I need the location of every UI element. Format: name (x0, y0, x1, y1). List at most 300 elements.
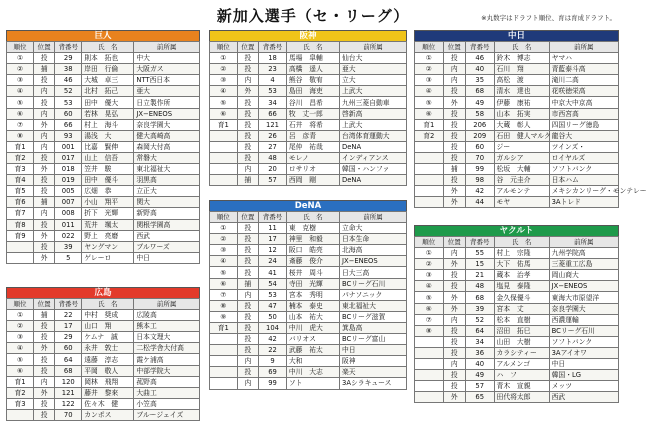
cell-former-team: 東北福祉大 (340, 300, 407, 311)
cell-pos: 投 (443, 347, 465, 358)
cell-number: 36 (465, 347, 494, 358)
cell-former-team: 韓国・ハンファ (340, 164, 407, 175)
cell-rank (210, 175, 238, 186)
team-header: 広島 (6, 287, 200, 298)
cell-number: 24 (259, 256, 287, 267)
cell-number: 12 (259, 245, 287, 256)
cell-pos: 捕 (443, 164, 465, 175)
cell-number: 21 (465, 270, 494, 281)
cell-name: 中川 大志 (286, 367, 339, 378)
cell-former-team: 菰野高 (134, 376, 200, 387)
cell-former-team: インディアンス (340, 152, 407, 163)
cell-name: 斎藤 俊介 (286, 256, 339, 267)
cell-former-team: 日大三高 (340, 267, 407, 278)
column-header-pos: 位置 (237, 42, 259, 53)
cell-rank: 育7 (7, 208, 34, 219)
cell-former-team: 3Aトレド (549, 197, 618, 208)
cell-name: 呂 彦青 (286, 130, 339, 141)
table-row (415, 281, 619, 292)
cell-rank: ④ (7, 343, 34, 354)
cell-number: 38 (55, 64, 82, 75)
cell-rank: ⑤ (415, 97, 444, 108)
cell-pos: 外 (34, 230, 55, 241)
cell-former-team: 中大 (134, 53, 200, 64)
cell-former-team: 啓新高 (340, 108, 407, 119)
cell-pos: 捕 (237, 175, 259, 186)
cell-pos: 投 (34, 53, 55, 64)
cell-rank: ① (210, 53, 238, 64)
cell-pos: 投 (34, 186, 55, 197)
table-row (210, 234, 407, 245)
cell-pos: 投 (443, 130, 465, 141)
table-row (415, 152, 619, 163)
column-header-pos: 位置 (443, 42, 465, 53)
team-panel-swallows (414, 225, 619, 403)
cell-name: 岸田 行倫 (82, 64, 134, 75)
cell-number: 209 (465, 130, 494, 141)
cell-former-team: 立命大 (340, 223, 407, 234)
cell-former-team: 広陵高 (134, 310, 200, 321)
cell-pos: 投 (443, 370, 465, 381)
cell-pos: 投 (443, 381, 465, 392)
cell-name: 伊藤 康祐 (494, 97, 549, 108)
cell-name: 北村 拓己 (82, 86, 134, 97)
cell-pos: 投 (237, 97, 259, 108)
team-panel-giants (6, 30, 200, 264)
cell-name: 高橋 遥人 (286, 64, 339, 75)
cell-pos: 投 (34, 175, 55, 186)
cell-former-team: 奈良学園大 (134, 119, 200, 130)
table-row (415, 259, 619, 270)
column-header-rank: 順位 (7, 42, 34, 53)
cell-number: 42 (259, 334, 287, 345)
cell-number: 93 (55, 130, 82, 141)
cell-name: 平岡 敬人 (82, 365, 134, 376)
cell-former-team: BCリーグ石川 (549, 325, 618, 336)
cell-former-team: 森岡大付高 (134, 141, 200, 152)
team-header: ヤクルト (414, 225, 619, 236)
cell-name: 田代将太郎 (494, 392, 549, 403)
table-row (210, 378, 407, 389)
column-header-row (7, 299, 200, 310)
cell-number: 39 (55, 241, 82, 252)
cell-rank: 育8 (7, 219, 34, 230)
cell-pos: 内 (237, 356, 259, 367)
cell-pos: 投 (443, 152, 465, 163)
cell-rank: ③ (210, 245, 238, 256)
cell-pos: 外 (443, 186, 465, 197)
team-panel-carp (6, 287, 200, 421)
cell-former-team: JX−ENEOS (340, 256, 407, 267)
cell-number: 122 (55, 398, 82, 409)
cell-pos: 投 (34, 241, 55, 252)
table-row (415, 325, 619, 336)
cell-name: ケムナ 誠 (82, 332, 134, 343)
cell-name: 山田 大樹 (494, 336, 549, 347)
cell-rank: ⑧ (210, 300, 238, 311)
cell-former-team: JX−ENEOS (134, 108, 200, 119)
cell-name: 鈴木 博志 (494, 53, 549, 64)
cell-pos: 投 (237, 300, 259, 311)
table-row (7, 365, 200, 376)
cell-pos: 投 (443, 175, 465, 186)
cell-pos: 投 (34, 409, 55, 420)
cell-number: 206 (465, 119, 494, 130)
cell-name: 牧 丈一郎 (286, 108, 339, 119)
cell-number: 27 (259, 141, 287, 152)
table-row (7, 241, 200, 252)
cell-rank: ⑦ (415, 314, 444, 325)
cell-rank (415, 197, 444, 208)
cell-pos: 投 (237, 256, 259, 267)
cell-former-team: 阪神 (340, 356, 407, 367)
cell-former-team: NTT西日本 (134, 75, 200, 86)
cell-name: ソト (286, 378, 339, 389)
cell-name: 石井 将希 (286, 119, 339, 130)
column-header-rank: 順位 (210, 42, 238, 53)
cell-pos: 外 (443, 292, 465, 303)
cell-name: カラシティー (494, 347, 549, 358)
cell-name: 青木 宣親 (494, 381, 549, 392)
table-row (7, 310, 200, 321)
cell-former-team: 韓国・LG (549, 370, 618, 381)
cell-rank: 育5 (7, 186, 34, 197)
cell-number: 22 (55, 310, 82, 321)
table-row (415, 359, 619, 370)
cell-rank: ④ (415, 86, 444, 97)
cell-number: 18 (259, 53, 287, 64)
cell-rank (210, 356, 238, 367)
cell-name: 松本 直樹 (494, 314, 549, 325)
cell-pos: 外 (34, 252, 55, 263)
cell-former-team: 四国リーグ徳島 (549, 119, 618, 130)
cell-former-team: ソフトバンク (549, 336, 618, 347)
cell-number: 46 (465, 53, 494, 64)
cell-name: 西岡 剛 (286, 175, 339, 186)
team-panel-dragons (414, 30, 647, 208)
cell-pos: 捕 (34, 310, 55, 321)
cell-rank (210, 152, 238, 163)
column-header-pos: 位置 (34, 42, 55, 53)
cell-pos: 投 (237, 245, 259, 256)
cell-name: 宮本 秀明 (286, 289, 339, 300)
cell-number: 34 (465, 336, 494, 347)
cell-number: 018 (55, 164, 82, 175)
column-header-name: 氏 名 (286, 42, 339, 53)
column-header-rank: 順位 (7, 299, 34, 310)
column-header-former-team: 前所属 (340, 42, 407, 53)
cell-rank: ⑥ (7, 108, 34, 119)
cell-former-team: ヤマハ (549, 53, 618, 64)
cell-pos: 外 (34, 119, 55, 130)
cell-number: 29 (55, 53, 82, 64)
cell-number: 60 (55, 108, 82, 119)
cell-pos: 投 (237, 322, 259, 333)
column-header-number: 背番号 (259, 42, 287, 53)
cell-name: 東 克樹 (286, 223, 339, 234)
table-row (210, 334, 407, 345)
cell-number: 58 (465, 108, 494, 119)
cell-name: 馬場 皐輔 (286, 53, 339, 64)
cell-pos: 投 (237, 234, 259, 245)
cell-number: 60 (55, 343, 82, 354)
cell-number: 48 (465, 281, 494, 292)
cell-former-team: ブルワーズ (134, 241, 200, 252)
cell-number: 65 (465, 392, 494, 403)
cell-rank: ④ (415, 281, 444, 292)
cell-name: 尾仲 祐哉 (286, 141, 339, 152)
cell-number: 20 (259, 164, 287, 175)
cell-pos: 内 (237, 378, 259, 389)
cell-rank: 育4 (7, 175, 34, 186)
cell-rank: ① (210, 223, 238, 234)
table-row (415, 175, 619, 186)
table-row (210, 141, 407, 152)
table-row (7, 343, 200, 354)
table-row (415, 141, 619, 152)
cell-number: 40 (465, 64, 494, 75)
cell-rank: ⑦ (210, 289, 238, 300)
cell-former-team: 熊本工 (134, 321, 200, 332)
cell-name: ヤングマン (82, 241, 134, 252)
cell-rank: ① (415, 248, 444, 259)
cell-rank: ④ (210, 256, 238, 267)
cell-pos: 捕 (34, 64, 55, 75)
cell-pos: 内 (443, 75, 465, 86)
table-row (7, 86, 200, 97)
cell-name: 寺田 光輝 (286, 278, 339, 289)
table-row (415, 64, 619, 75)
cell-rank: ⑨ (210, 311, 238, 322)
table-row (210, 322, 407, 333)
cell-number: 47 (259, 300, 287, 311)
cell-number: 46 (55, 75, 82, 86)
table-row (210, 164, 407, 175)
cell-name: 佐々木 健 (82, 398, 134, 409)
cell-name: 山上 信吾 (82, 152, 134, 163)
column-header-pos: 位置 (443, 237, 465, 248)
cell-rank: ⑥ (415, 108, 444, 119)
table-row (210, 223, 407, 234)
cell-number: 64 (55, 354, 82, 365)
cell-former-team: 健大高崎高 (134, 130, 200, 141)
cell-rank (415, 359, 444, 370)
cell-rank (210, 141, 238, 152)
cell-name: モレノ (286, 152, 339, 163)
cell-former-team: 中日 (340, 345, 407, 356)
cell-rank: ⑥ (415, 303, 444, 314)
table-row (7, 152, 200, 163)
table-row (415, 197, 619, 208)
roster-table (6, 41, 200, 264)
cell-name: 宮本 丈 (494, 303, 549, 314)
cell-name: カンポス (82, 409, 134, 420)
cell-number: 42 (465, 186, 494, 197)
cell-rank: ⑤ (7, 354, 34, 365)
cell-pos: 投 (443, 325, 465, 336)
cell-former-team: ソフトバンク (549, 164, 618, 175)
cell-number: 022 (55, 230, 82, 241)
cell-pos: 投 (34, 152, 55, 163)
cell-name: 藤井 黎來 (82, 387, 134, 398)
cell-former-team: ブルージェイズ (134, 409, 200, 420)
table-row (7, 119, 200, 130)
column-header-name: 氏 名 (82, 42, 134, 53)
cell-rank: ⑧ (7, 130, 34, 141)
table-row (210, 130, 407, 141)
cell-rank: 育6 (7, 197, 34, 208)
team-header: DeNA (209, 200, 407, 211)
table-row (210, 311, 407, 322)
cell-name: 若林 晃弘 (82, 108, 134, 119)
cell-former-team: 亜大 (134, 86, 200, 97)
cell-number: 60 (465, 141, 494, 152)
cell-name: 沼田 拓巳 (494, 325, 549, 336)
cell-number: 99 (259, 378, 287, 389)
table-row (7, 387, 200, 398)
cell-former-team: 日立製作所 (134, 97, 200, 108)
cell-number: 48 (259, 152, 287, 163)
cell-former-team: 仙台大 (340, 53, 407, 64)
column-header-row (415, 237, 619, 248)
cell-rank: 育1 (7, 376, 34, 387)
cell-pos: 外 (443, 97, 465, 108)
cell-pos: 投 (237, 267, 259, 278)
cell-former-team: BCリーグ滋賀 (340, 311, 407, 322)
table-row (7, 409, 200, 420)
column-header-former-team: 前所属 (340, 212, 407, 223)
cell-rank (210, 345, 238, 356)
cell-name: 中村 奨成 (82, 310, 134, 321)
cell-former-team: 二松学舎大付高 (134, 343, 200, 354)
cell-name: 大下 佑馬 (494, 259, 549, 270)
cell-pos: 内 (34, 86, 55, 97)
cell-name: 高松 渡 (494, 75, 549, 86)
cell-number: 23 (259, 64, 287, 75)
cell-pos: 内 (34, 208, 55, 219)
cell-name: 山本 拓実 (494, 108, 549, 119)
table-row (7, 332, 200, 343)
cell-number: 22 (259, 345, 287, 356)
roster-table (6, 298, 200, 421)
cell-name: 田中 優大 (82, 97, 134, 108)
cell-former-team: 東海大市原望洋 (549, 292, 618, 303)
cell-pos: 投 (237, 64, 259, 75)
cell-former-team: 関大 (134, 197, 200, 208)
cell-former-team: 小笠高 (134, 398, 200, 409)
cell-rank (415, 381, 444, 392)
cell-pos: 内 (443, 248, 465, 259)
cell-number: 39 (465, 303, 494, 314)
cell-former-team: JX−ENEOS (549, 281, 618, 292)
cell-former-team: ロイヤルズ (549, 152, 618, 163)
cell-rank: ③ (415, 270, 444, 281)
cell-pos: 内 (443, 359, 465, 370)
cell-number: 11 (259, 223, 287, 234)
cell-rank: 育3 (7, 398, 34, 409)
cell-former-team: 中日 (134, 252, 200, 263)
cell-number: 66 (55, 119, 82, 130)
cell-number: 41 (259, 267, 287, 278)
cell-pos: 投 (443, 108, 465, 119)
cell-name: 湯浅 大 (82, 130, 134, 141)
cell-former-team: 中京大中京高 (549, 97, 618, 108)
roster-table (414, 41, 647, 208)
table-row (7, 321, 200, 332)
cell-rank (210, 378, 238, 389)
cell-rank: 育9 (7, 230, 34, 241)
cell-rank: ⑤ (210, 97, 238, 108)
cell-number: 50 (259, 311, 287, 322)
cell-number: 68 (55, 365, 82, 376)
table-row (7, 130, 200, 141)
cell-number: 57 (465, 381, 494, 392)
cell-name: 島田 海吏 (286, 86, 339, 97)
cell-rank: ② (415, 64, 444, 75)
cell-name: 楠本 泰史 (286, 300, 339, 311)
column-header-pos: 位置 (237, 212, 259, 223)
cell-rank (415, 347, 444, 358)
cell-former-team: 北海高 (340, 245, 407, 256)
cell-former-team: 奈良学園大 (549, 303, 618, 314)
cell-rank: ① (415, 53, 444, 64)
table-row (210, 119, 407, 130)
cell-former-team: 日本生命 (340, 234, 407, 245)
table-row (210, 356, 407, 367)
column-header-name: 氏 名 (494, 42, 549, 53)
table-row (210, 64, 407, 75)
cell-pos: 内 (237, 75, 259, 86)
cell-pos: 投 (237, 53, 259, 64)
cell-rank: ② (7, 321, 34, 332)
cell-number: 17 (259, 234, 287, 245)
cell-former-team: 龍谷大 (549, 130, 618, 141)
table-row (415, 164, 619, 175)
cell-number: 53 (259, 86, 287, 97)
cell-former-team: 羽黒高 (134, 175, 200, 186)
cell-pos: 投 (237, 152, 259, 163)
cell-rank (210, 367, 238, 378)
cell-rank (415, 392, 444, 403)
cell-name: 中川 虎大 (286, 322, 339, 333)
table-row (210, 267, 407, 278)
column-header-number: 背番号 (55, 42, 82, 53)
table-row (7, 230, 200, 241)
cell-rank (415, 152, 444, 163)
cell-rank: 育1 (210, 322, 238, 333)
cell-name: ガルシア (494, 152, 549, 163)
cell-former-team: 滝川二高 (549, 75, 618, 86)
cell-name: ジー (494, 141, 549, 152)
cell-pos: 外 (34, 387, 55, 398)
table-row (7, 376, 200, 387)
cell-number: 52 (55, 86, 82, 97)
cell-number: 34 (259, 97, 287, 108)
cell-name: 山本 祐大 (286, 311, 339, 322)
column-header-pos: 位置 (34, 299, 55, 310)
cell-former-team: 3Aシラキュース (340, 378, 407, 389)
cell-former-team: 東北福祉大 (134, 164, 200, 175)
cell-name: モヤ (494, 197, 549, 208)
cell-number: 019 (55, 175, 82, 186)
table-row (210, 53, 407, 64)
cell-number: 011 (55, 219, 82, 230)
column-header-row (415, 42, 619, 53)
table-row (415, 186, 619, 197)
cell-name: 清水 達也 (494, 86, 549, 97)
cell-former-team: 霞ケ浦高 (134, 354, 200, 365)
cell-pos: 投 (237, 130, 259, 141)
